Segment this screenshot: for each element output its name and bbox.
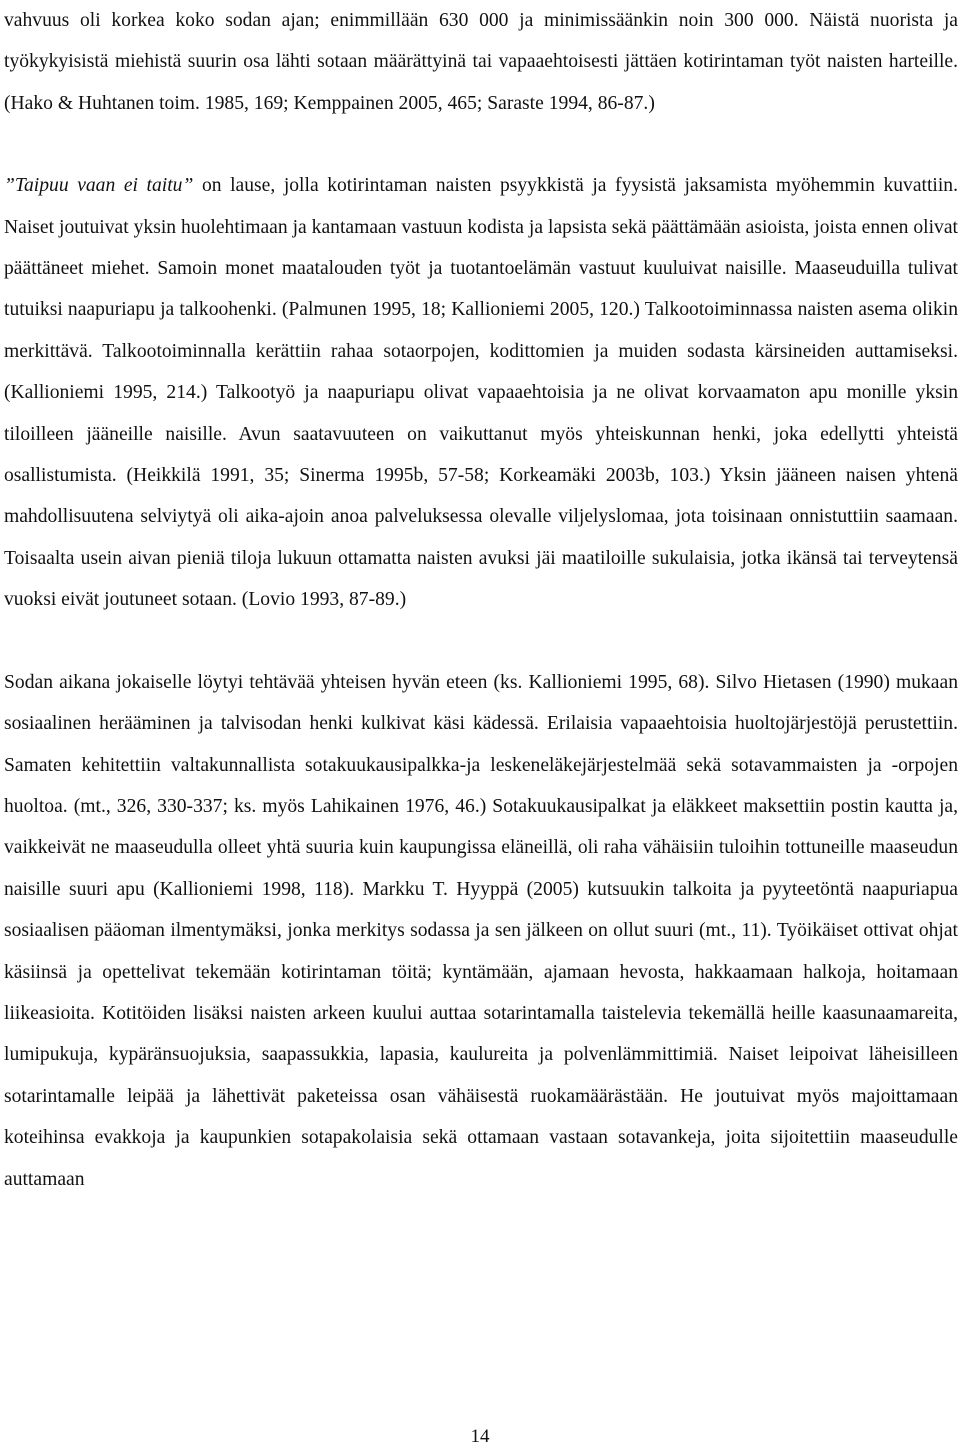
paragraph-2-text: on lause, jolla kotirintaman naisten psyykkistä ja fyysistä jaksamista myöhemmin kuvattiin. Naiset joutuivat yksin huolehtimaan ja kantamaan vastuun kodista ja lapsista sekä päättämään asioista, joista ennen olivat päättäneet miehet. Samoin monet maatalouden työt ja tuotantoelämän vastuut kuuluivat naisille. Maaseuduilla tulivat tutuiksi naapuriapu ja talkoohenki. (Palmunen 1995, 18; Kallioniemi 2005, 120.) Talkootoiminnassa naisten asema olikin merkittävä. Talkootoiminnalla kerättiin rahaa sotaorpojen, kodittomien ja muiden sodasta kärsineiden auttamiseksi. (Kallioniemi 1995, 214.) Talkootyö ja naapuriapu olivat vapaaehtoisia ja ne olivat korvaamaton apu monille yksin tiloilleen jääneille naisille. Avun saatavuuteen on vaikuttanut myös yhteiskunnan henki, joka edellytti yhteistä osallistumista. (Heikkilä 1991, 35; Sinerma 1995b, 57-58; Korkeamäki 2003b, 103.) Yksin jääneen naisen yhtenä mahdollisuutena selviytyä oli aika-ajoin anoa palveluksessa olevalle viljelyslomaa, jota toisinaan onnistuttiin saamaan. Toisaalta usein aivan pieniä tiloja lukuun ottamatta naisten avuksi jäi maatiloille sukulaisia, jotka ikänsä tai terveytensä vuoksi eivät joutuneet sotaan. (Lovio 1993, 87-89.) xyxy=(4,175,959,611)
paragraph-2-quote: ”Taipuu vaan ei taitu” xyxy=(4,175,194,197)
page-number: 14 xyxy=(470,1426,490,1447)
paragraph-2 xyxy=(4,165,958,620)
paragraph-3 xyxy=(4,662,958,1200)
paragraph-1-text: vahvuus oli korkea koko sodan ajan; enimmillään 630 000 ja minimissäänkin noin 300 000. Näistä nuorista ja työkykyisistä miehistä suurin osa lähti sotaan määrättyinä tai vapaaehtoisesti jättäen kotirintaman työt naisten harteille. (Hako & Huhtanen toim. 1985, 169; Kemppainen 2005, 465; Saraste 1994, 86-87.) xyxy=(4,10,958,114)
document-page xyxy=(4,0,958,1200)
paragraph-3-text: Sodan aikana jokaiselle löytyi tehtävää yhteisen hyvän eteen (ks. Kallioniemi 1995, 68). Silvo Hietasen (1990) mukaan sosiaalinen herääminen ja talvisodan henki kulkivat käsi kädessä. Erilaisia vapaaehtoisia huoltojärjestöjä perustettiin. Samaten kehitettiin valtakunnallista sotakuukausipalkka-ja leskeneläkejärjestelmää sekä sotavammaisten ja -orpojen huoltoa. (mt., 326, 330-337; ks. myös Lahikainen 1976, 46.) Sotakuukausipalkat ja eläkkeet maksettiin postin kautta ja, vaikkeivät ne maaseudulla olleet yhtä suuria kuin kaupungissa eläneillä, oli raha vähäisiin tuloihin tottuneille maaseudun naisille suuri apu (Kallioniemi 1998, 118). Markku T. Hyyppä (2005) kutsuukin talkoita ja pyyteetöntä naapuriapua sosiaalisen pääoman ilmentymäksi, jonka merkitys sodassa ja sen jälkeen on ollut suuri (mt., 11). Työikäiset ottivat ohjat käsiinsä ja opettelivat tekemään kotirintaman töitä; kyntämään, ajamaan hevosta, hakkaamaan halkoja, hoitamaan liikeasioita. Kotitöiden lisäksi naisten arkeen kuului auttaa sotarintamalla taistelevia tekemällä heille kaasunaamareita, lumipukuja, kypäränsuojuksia, saapassukkia, lapasia, kaulureita ja polvenlämmittimiä. Naiset leipoivat läheisilleen sotarintamalle leipää ja lähettivät paketeissa osan vähäisestä ruokamäärästään. He joutuivat myös majoittamaan koteihinsa evakkoja ja kaupunkien sotapakolaisia sekä ottamaan vastaan sotavankeja, joita sijoitettiin maaseudulle auttamaan xyxy=(4,671,958,1190)
paragraph-1 xyxy=(4,0,958,124)
